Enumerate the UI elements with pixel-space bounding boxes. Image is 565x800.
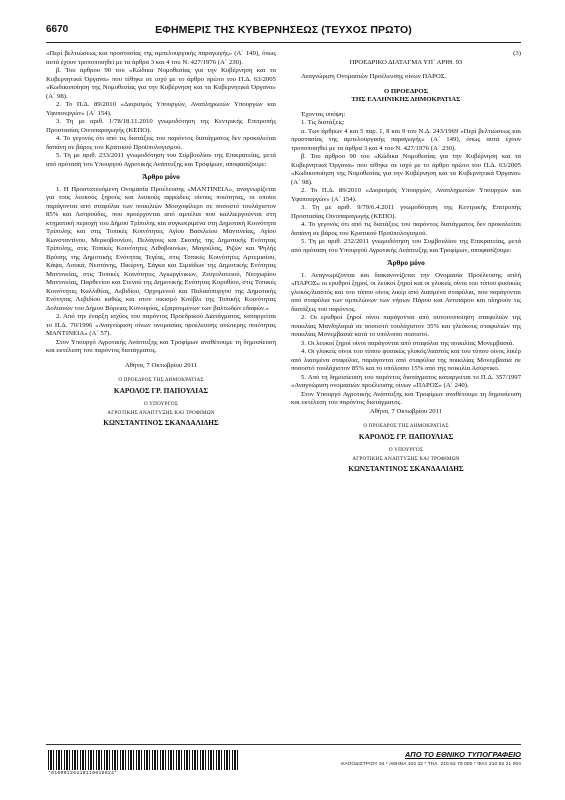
paragraph: 5. Τη με αριθ. 233/2011 γνωμοδότηση του Συμβουλίου της Επικρατείας, μετά από πρόταση του Υπουργού Αγροτικής Ανάπτυξης και Τροφίμων, αποφασίζουμε: [46, 152, 276, 168]
minister-label: Ο ΥΠΟΥΡΓΟΣ [143, 401, 179, 407]
paragraph: 3. Οι λευκοί ξηροί οίνοι παράγονται από σταφύλια της ποικιλίας Μονεμβασιά. [301, 339, 514, 347]
ministry-name: ΑΓΡΟΤΙΚΗΣ ΑΝΑΠΤΥΞΗΣ ΚΑΙ ΤΡΟΦΙΜΩΝ [352, 455, 460, 462]
barcode-number: *01000226210110010024* [48, 771, 118, 776]
barcode-image [48, 750, 238, 770]
right-column [291, 50, 521, 479]
minister-name: ΚΩΝΣΤΑΝΤΙΝΟΣ ΣΚΑΝΔΑΛΙΔΗΣ [348, 464, 464, 473]
date-line: Αθήνα, 7 Οκτωβρίου 2011 [369, 407, 443, 415]
ministry-name: ΑΓΡΟΤΙΚΗΣ ΑΝΑΠΤΥΞΗΣ ΚΑΙ ΤΡΟΦΙΜΩΝ [107, 409, 215, 416]
footer-rule [46, 744, 521, 745]
paragraph: 1. Αναγνωρίζονται και διακανονίζεται την Ονομασία Προέλευσης απλή «ΠΑΡΟΣ» οι ερυθροί ξηροί, οι λευκοί ξηροί και οι γλυκείς οίνοι του τύπου φυσικώς γλυκός/λιαστός και του τύπου οίνος λικέρ από λιασμένα σταφύλια, που παράγονται από σταφύλια των αμπελώνων των νήσων Πάρου και Αντιπάρου και πληρούν τις διατάξεις του παρόντος. [291, 271, 521, 313]
paragraph: 2. Το Π.Δ. 89/2010 «Διορισμός Υπουργών, Αναπληρωτών Υπουργών και Υφυπουργών» (Α΄ 154). [291, 187, 521, 203]
page-header [46, 24, 521, 40]
president-name: ΚΑΡΟΛΟΣ ΓΡ. ΠΑΠΟΥΛΙΑΣ [113, 385, 209, 395]
president-label: Ο ΠΡΟΕΔΡΟΣ ΤΗΣ ΔΗΜΟΚΡΑΤΙΑΣ [118, 377, 204, 383]
president-heading: Ο ΠΡΟΕΔΡΟΣ [383, 87, 429, 95]
decree-subject: Αναγνώριση Ονομασιών Προέλευσης οίνων ΠΑΡΟΣ. [301, 73, 447, 80]
minister-label: Ο ΥΠΟΥΡΓΟΣ [388, 447, 424, 453]
president-name: ΚΑΡΟΛΟΣ ΓΡ. ΠΑΠΟΥΛΙΑΣ [358, 431, 454, 441]
paragraph: 2. Από την έναρξη ισχύος του παρόντος Προεδρικού Διατάγματος, καταργείται το Π.Δ. 70/1996 «Αναγνώριση οίνων ονομασίας προέλευσης ανώτερης ποιότητας ΜΑΝΤΙΝΕΙΑ» (Α΄ 57). [46, 313, 276, 337]
decree-title: ΠΡΟΕΔΡΙΚΟ ΔΙΑΤΑΓΜΑ ΥΠ΄ ΑΡΙΘ. 93 [349, 58, 463, 66]
printer-address: ΚΑΠΟΔΙΣΤΡΙΟΥ 34 * ΑΘΗΝΑ 104 32 * ΤΗΛ. 210 52 79 000 * ΦΑΞ 210 52 21 004 [341, 762, 521, 767]
president-heading-sub: ΤΗΣ ΕΛΛΗΝΙΚΗΣ ΔΗΜΟΚΡΑΤΙΑΣ [351, 96, 461, 103]
paragraph: β. Του άρθρου 90 του «Κώδικα Νομοθεσίας για την Κυβέρνηση και τα Κυβερνητικά Όργανα» που τέθηκε σε ισχύ με το άρθρο πρώτο του Π.Δ. 63/2005 «Κωδικοποίηση της Νομοθεσίας για την Κυβέρνηση και τα Κυβερνητικά Όργανα» (Α΄ 98). [46, 67, 276, 100]
paragraph: α. Των άρθρων 4 και 5 παρ. 1, 8 και 9 του Ν.Δ. 243/1969 «Περί βελτιώσεως και προστασίας της αμπελουργικής παραγωγής» (Α΄ 149), όπως αυτά έχουν τροποποιηθεί με τα άρθρα 3 και 4 του Ν. 427/1976 (Α΄ 230). [291, 127, 521, 152]
left-column [46, 50, 276, 433]
paragraph: 2. Το Π.Δ. 89/2010 «Διορισμός Υπουργών, Αναπληρωτών Υπουργών και Υφυπουργών» (Α΄ 154). [46, 101, 276, 117]
paragraph: 3. Τη με αριθ. 1/78/18.11.2010 γνωμοδότηση της Κεντρικής Επιτροπής Προστασίας Οινοπαραγωγής (ΚΕΠΟ). [46, 118, 276, 134]
paragraph: 5. Από τη δημοσίευση του παρόντος διατάγματος καταργείται το Π.Δ. 357/1997 «Αναγνώριση ονομασιών προέλευσης οίνων «ΠΑΡΟΣ» (Α΄ 240). [291, 373, 521, 389]
paragraph: 5. Τη με αριθ. 232/2011 γνωμοδότηση του Συμβουλίου της Επικρατείας, μετά από πρόταση του Υπουργού Αγροτικής Ανάπτυξης και Τροφίμων, αποφασίζουμε: [291, 238, 521, 254]
printer-name: ΑΠΟ ΤΟ ΕΘΝΙΚΟ ΤΥΠΟΓΡΑΦΕΙΟ [404, 750, 521, 759]
minister-name: ΚΩΝΣΤΑΝΤΙΝΟΣ ΣΚΑΝΔΑΛΙΔΗΣ [103, 418, 219, 427]
date-line: Αθήνα, 7 Οκτωβρίου 2011 [124, 361, 198, 369]
paragraph: 3. Τη με αριθ. 9/79/6.4.2011 γνωμοδότηση της Κεντρικής Επιτροπής Προστασίας Οινοπαραγωγής (ΚΕΠΟ). [291, 204, 521, 220]
paragraph: β. Του άρθρου 90 του «Κώδικα Νομοθεσίας για την Κυβέρνηση και τα Κυβερνητικά Όργανα» που τέθηκε σε ισχύ με το άρθρο πρώτο του Π.Δ. 63/2005 «Κωδικοποίηση της Νομοθεσίας για την Κυβέρνηση και τα Κυβερνητικά Όργανα» (Α΄ 98). [291, 153, 521, 186]
item-number: (3) [513, 50, 521, 57]
paragraph: 1. Τις διατάξεις: [301, 119, 345, 126]
article-heading: Άρθρο μόνο [387, 258, 425, 267]
page-number: 6670 [46, 24, 69, 35]
paragraph: 1. Η Προστατευόμενη Ονομασία Προέλευσης «ΜΑΝΤΙΝΕΙΑ», αναγνωρίζεται για τους λευκούς ξηρούς και λευκούς αφρώδεις οίνους ποιότητας, οι οποίοι παράγονται από σταφύλια των ποικιλιών Μοσχοφίλερο σε ποσοστό τουλάχιστον 85% και Ασπρούδες, που προέρχονται από αμπέλια που καλλιεργούνται στη κτηματική περιοχή του Δήμου Τρίπολης και συγκεκριμένα στη Δημοτική Κοινότητα Τρίπολης και στις Τοπικές Κοινότητες Αγίου Βασιλείου Μαντινείας, Αγίου Κωνσταντίνου, Μερκοβουνίου, Πελάγους και Σκοπής της Δημοτικής Ενότητας Τρίπολης, στις Τοπικές Κοινότητες Λιθοβουνίων, Μαγούλας, Ριζών και Ψηλής Βρύσης της Δημοτικής Ενότητας Τεγέας, στις Τοπικές Κοινότητες Αρτεμισίου, Κάψα, Λουκά, Νεστάνης, Πικέρνη, Σάγκα και Σιμιάδων της Δημοτικής Ενότητας Μαντινείας, στις Τοπικές Κοινότητες Αγιωργίτικων, Ζευγολατειού, Νεοχωρίου Μαντινείας, Παρθενίου και Στενού της Δημοτικής Ενότητας Κορυθίου, στις Τοπικές Κοινότητες Καλλιθέας, Λεβιδίου, Ορχομενού και Παλαιόπυργου της Δημοτικής Ενότητας Λεβιδίου καθώς και στον οικισμό Κούβλι της Τοπικής Κοινότητας Δολιανών του Δήμου Βόρειας Κυνουρίας, εξαιρουμένων των βαλτωδών εδαφών.» [46, 185, 276, 312]
header-rule [46, 42, 521, 43]
article-heading: Άρθρο μόνο [142, 172, 180, 181]
paragraph: Στον Υπουργό Αγροτικής Ανάπτυξης και Τροφίμων αναθέτουμε τη δημοσίευση και εκτέλεση του παρόντος διατάγματος. [46, 338, 276, 354]
gazette-title: ΕΦΗΜΕΡΙΣ ΤΗΣ ΚΥΒΕΡΝΗΣΕΩΣ (ΤΕΥΧΟΣ ΠΡΩΤΟ) [155, 24, 412, 36]
paragraph: 4. Οι γλυκείς οίνοι του τύπου φυσικώς γλυκός/λιαστός και του τύπου οίνος λικέρ από λιασμένα σταφύλια, παράγονται από σταφύλια της ποικιλίας Μονεμβασιά σε ποσοστό τουλάχιστον 85% και το υπόλοιπο 15% από της ποικιλία Ασύρτικο. [291, 348, 521, 372]
paragraph: Έχοντας υπόψη: [301, 110, 346, 118]
president-label: Ο ΠΡΟΕΔΡΟΣ ΤΗΣ ΔΗΜΟΚΡΑΤΙΑΣ [363, 423, 449, 429]
paragraph: 4. Το γεγονός ότι από τις διατάξεις του παρόντος διατάγματος δεν προκαλείται δαπάνη σε βάρος του Κρατικού Προϋπολογισμού. [291, 221, 521, 237]
paragraph: 2. Οι ερυθροί ξηροί οίνοι παράγονται από συνοινοποίηση σταφυλιών της ποικιλίας Μανδηλαριά σε ποσοστό τουλάχιστον 35% και γλεύκους σταφυλιών της ποικιλίας Μονεμβασιά κατά το υπόλοιπο ποσοστό. [291, 314, 521, 338]
paragraph: «Περί βελτιώσεως και προστασίας της αμπελουργικής παραγωγής» (Α΄ 149), όπως αυτά έχουν τροποποιηθεί με τα άρθρα 3 και 4 του Ν. 427/1976 (Α΄ 230). [46, 50, 276, 66]
paragraph: Στον Υπουργό Αγροτικής Ανάπτυξης και Τροφίμων αναθέτουμε τη δημοσίευση και εκτέλεση του παρόντος διατάγματος. [291, 390, 521, 406]
paragraph: 4. Το γεγονός ότι από τις διατάξεις του παρόντος διατάγματος δεν προκαλείται δαπάνη σε βάρος του Κρατικού Προϋπολογισμού. [46, 135, 276, 151]
